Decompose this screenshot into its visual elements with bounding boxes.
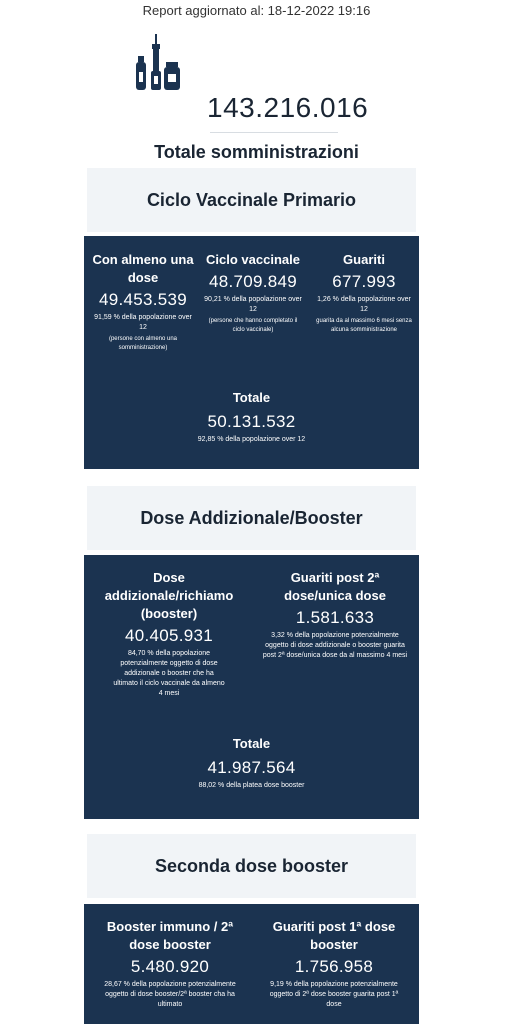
stat-subtext: 1,26 % della popolazione over 12 — [317, 296, 411, 313]
stat-completed-cycle — [202, 251, 304, 335]
stat-recovered-post-booster — [258, 918, 410, 1010]
stat-value: 48.709.849 — [208, 272, 298, 291]
stat-value: 50.131.532 — [207, 412, 296, 431]
stat-value: 41.987.564 — [207, 758, 296, 777]
panel-booster — [84, 555, 419, 819]
stat-note: (persone con almeno una somministrazione) — [108, 336, 178, 351]
stat-heading: Guariti post 2ª dose/unica dose — [284, 570, 386, 603]
stat-heading: Guariti post 1ª dose booster — [272, 919, 396, 952]
stat-heading: Booster immuno / 2ª dose booster — [106, 919, 234, 952]
stat-note: guarita da al massimo 6 mesi senza alcuna somministrazione — [316, 318, 412, 333]
stat-recovered — [314, 251, 414, 335]
stat-value: 49.453.539 — [98, 290, 188, 309]
stat-value: 1.581.633 — [295, 608, 375, 627]
total-administrations-value: 143.216.016 — [207, 92, 369, 123]
report-updated-text: Report aggiornato al: 18-12-2022 19:16 — [142, 3, 371, 18]
stat-subtext: 92,85 % della popolazione over 12 — [197, 436, 306, 443]
stat-subtext: 9,19 % della popolazione potenzialmente oggetto di 2ª dose booster guarita post 1ª dose — [269, 981, 399, 1008]
section-title-second-booster: Seconda dose booster — [87, 834, 416, 898]
stat-value: 677.993 — [332, 272, 396, 291]
section-title-booster: Dose Addizionale/Booster — [87, 486, 416, 550]
stat-subtext: 84,70 % della popolazione potenzialmente oggetto di dose addizionale o booster che ha ultimato il ciclo vaccinale da almeno 4 mesi — [113, 650, 225, 697]
stat-heading: Totale — [232, 736, 271, 751]
divider — [210, 132, 338, 133]
total-administrations-hero — [0, 34, 513, 162]
section-title-primary: Ciclo Vaccinale Primario — [87, 168, 416, 232]
vaccine-vials-icon — [135, 34, 181, 90]
stat-heading: Ciclo vaccinale — [206, 252, 300, 267]
stat-subtext: 88,02 % della platea dose booster — [198, 782, 305, 789]
stat-subtext: 91,59 % della popolazione over 12 — [94, 314, 192, 331]
stat-value: 5.480.920 — [130, 957, 210, 976]
stat-value: 1.756.958 — [294, 957, 374, 976]
stat-second-booster — [94, 918, 246, 1010]
stat-heading: Totale — [232, 390, 271, 405]
stat-booster-dose — [90, 569, 248, 699]
stat-note: (persone che hanno completato il ciclo vaccinale) — [208, 318, 298, 333]
stat-value: 40.405.931 — [124, 626, 214, 645]
stat-heading: Guariti — [343, 252, 385, 267]
panel-primary-cycle — [84, 236, 419, 469]
stat-subtext: 3,32 % della popolazione potenzialmente oggetto di dose addizionale o booster guarita post 2ª dose/unica dose da al massimo 4 mesi — [262, 632, 408, 659]
stat-at-least-one-dose — [92, 251, 194, 353]
stat-heading: Dose addizionale/richiamo (booster) — [104, 570, 234, 621]
total-administrations-label: Totale somministrazioni — [154, 142, 359, 162]
panel-second-booster — [84, 904, 419, 1024]
stat-heading: Con almeno una dose — [92, 252, 194, 285]
stat-subtext: 90,21 % della popolazione over 12 — [204, 296, 302, 313]
stat-total-booster — [84, 735, 419, 791]
stat-subtext: 28,67 % della popolazione potenzialmente oggetto di dose booster/2ª booster cha ha ultimato — [104, 981, 236, 1008]
stat-total-primary — [84, 389, 419, 445]
stat-recovered-post-dose — [256, 569, 414, 661]
